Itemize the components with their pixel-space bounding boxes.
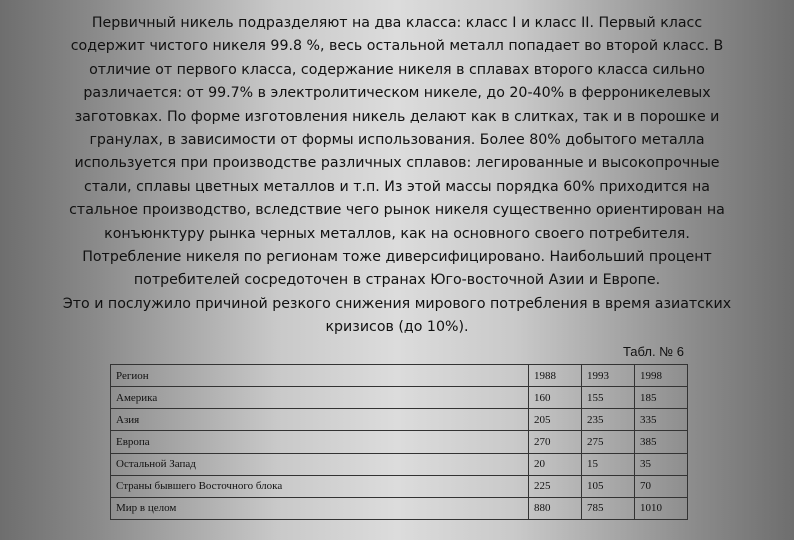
paragraph-line: кризисов (до 10%). bbox=[325, 319, 469, 336]
table-row bbox=[111, 475, 688, 497]
value-cell: 160 bbox=[529, 387, 582, 409]
value-cell: 20 bbox=[529, 453, 582, 475]
value-cell: 385 bbox=[635, 431, 688, 453]
paragraph-line: Первичный никель подразделяют на два класса: класс I и класс II. Первый класс bbox=[91, 15, 703, 31]
value-cell: 70 bbox=[635, 475, 688, 497]
region-cell: Азия bbox=[111, 409, 529, 431]
value-cell: 335 bbox=[635, 409, 688, 431]
paragraph-line: стали, сплавы цветных металлов и т.п. Из этой массы порядка 60% приходится на bbox=[84, 178, 710, 195]
paragraph-line: Потребление никеля по регионам тоже диверсифицировано. Наибольший процент bbox=[82, 249, 712, 266]
region-cell: Остальной Запад bbox=[111, 453, 529, 475]
paragraph-line: различается: от 99.7% в электролитическом никеле, до 20-40% в ферроникелевых bbox=[83, 85, 711, 102]
value-cell: 155 bbox=[582, 387, 635, 409]
paragraph-line: стальное производство, вследствие чего рынок никеля существенно ориентирован на bbox=[69, 202, 725, 219]
table-caption: Табл. № 6 bbox=[622, 344, 684, 359]
paragraph-line: отличие от первого класса, содержание никеля в сплавах второго класса сильно bbox=[89, 61, 705, 78]
table-row bbox=[111, 431, 688, 453]
value-cell: 35 bbox=[635, 453, 688, 475]
region-cell: Америка bbox=[111, 387, 529, 409]
header-cell-year: 1993 bbox=[582, 365, 635, 387]
table-row bbox=[111, 387, 688, 409]
paragraph-line: конъюнктуру рынка черных металлов, как на основного своего потребителя. bbox=[104, 225, 690, 242]
paragraph-line: потребителей сосредоточен в странах Юго-восточной Азии и Европе. bbox=[133, 272, 661, 289]
value-cell: 880 bbox=[529, 497, 582, 519]
value-cell: 785 bbox=[582, 497, 635, 519]
header-cell-year: 1998 bbox=[635, 365, 688, 387]
value-cell: 105 bbox=[582, 475, 635, 497]
value-cell: 235 bbox=[582, 409, 635, 431]
paragraph-line: Это и послужило причиной резкого снижения мирового потребления в время азиатских bbox=[62, 295, 732, 312]
header-cell-region: Регион bbox=[111, 365, 529, 387]
body-paragraph bbox=[40, 12, 754, 340]
table-row bbox=[111, 409, 688, 431]
value-cell: 275 bbox=[582, 431, 635, 453]
paragraph-line: содержит чистого никеля 99.8 %, весь остальной металл попадает во второй класс. В bbox=[70, 38, 724, 55]
value-cell: 15 bbox=[582, 453, 635, 475]
value-cell: 270 bbox=[529, 431, 582, 453]
table-header-row bbox=[111, 365, 688, 387]
value-cell: 205 bbox=[529, 409, 582, 431]
paragraph-line: используется при производстве различных сплавов: легированные и высокопрочные bbox=[74, 155, 720, 172]
value-cell: 185 bbox=[635, 387, 688, 409]
header-cell-year: 1988 bbox=[529, 365, 582, 387]
value-cell: 225 bbox=[529, 475, 582, 497]
region-cell: Страны бывшего Восточного блока bbox=[111, 475, 529, 497]
table-row bbox=[111, 497, 688, 519]
consumption-table bbox=[110, 364, 688, 520]
region-cell: Мир в целом bbox=[111, 497, 529, 519]
region-cell: Европа bbox=[111, 431, 529, 453]
paragraph-line: гранулах, в зависимости от формы использования. Более 80% добытого металла bbox=[89, 132, 705, 149]
value-cell: 1010 bbox=[635, 497, 688, 519]
paragraph-line: заготовках. По форме изготовления никель делают как в слитках, так и в порошке и bbox=[74, 108, 720, 125]
table-row bbox=[111, 453, 688, 475]
